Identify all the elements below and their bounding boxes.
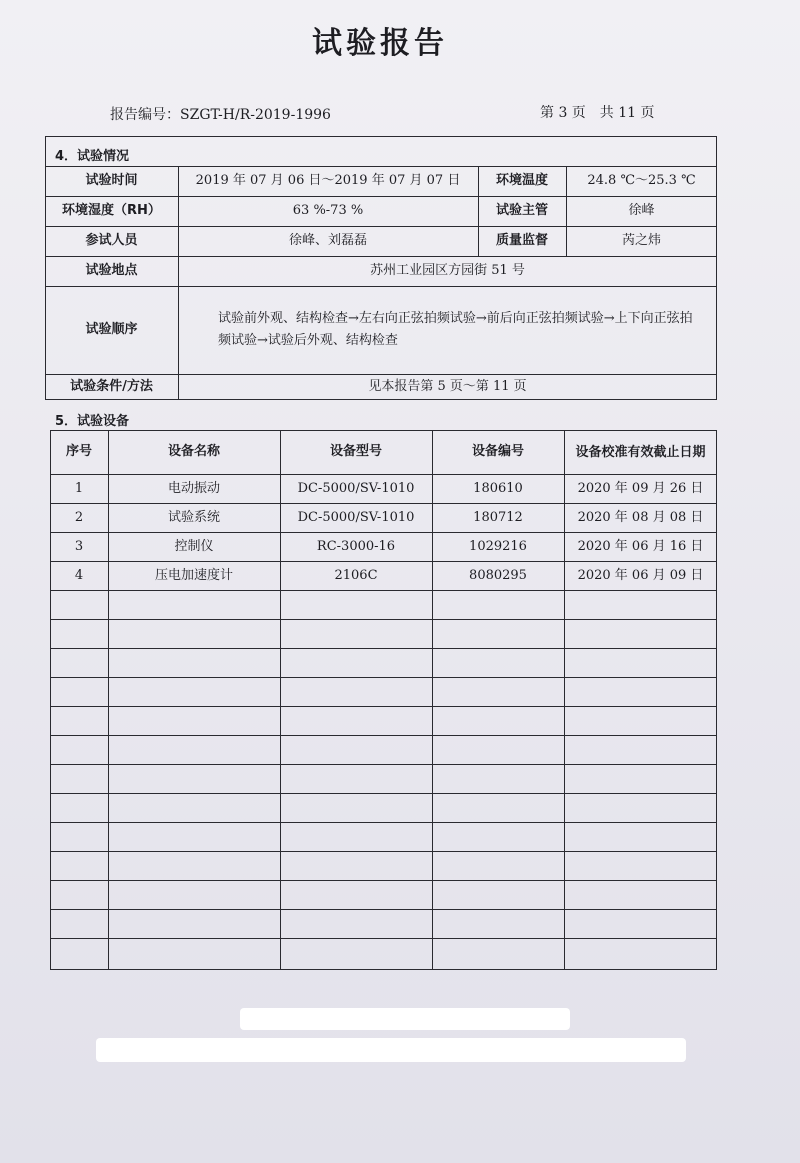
value-method: 见本报告第 5 页～第 11 页 — [368, 379, 527, 394]
table-row-4-date: 2020 年 06 月 09 日 — [577, 567, 704, 583]
table-row-1-id: 180610 — [473, 480, 523, 496]
table-row-2-name: 试验系统 — [167, 509, 220, 525]
label-method: 试验条件/方法 — [70, 379, 153, 394]
table-row-2-no: 2 — [74, 509, 84, 525]
table-row-1-model: DC-5000/SV-1010 — [297, 480, 415, 496]
redaction-bar-bottom — [96, 1038, 686, 1062]
col-header-cal-date: 设备校准有效截止日期 — [575, 444, 706, 460]
table-row-1-no: 1 — [74, 480, 84, 496]
value-env-temp: 24.8 ℃～25.3 ℃ — [587, 173, 696, 188]
col-header-name: 设备名称 — [167, 444, 220, 459]
section-5-heading: 5．试验设备 — [55, 414, 130, 429]
value-quality: 芮之炜 — [621, 233, 661, 248]
table-row-2-model: DC-5000/SV-1010 — [297, 509, 415, 525]
label-staff: 参试人员 — [85, 233, 138, 248]
value-test-time: 2019 年 07 月 06 日～2019 年 07 月 07 日 — [195, 173, 461, 188]
label-test-time: 试验时间 — [85, 173, 138, 188]
table-row-4-id: 8080295 — [469, 567, 527, 583]
col-header-id: 设备编号 — [471, 444, 524, 459]
table-row-4-no: 4 — [74, 567, 84, 583]
label-supervisor: 试验主管 — [495, 203, 548, 218]
table-row-1-name: 电动振动 — [167, 480, 220, 496]
col-header-model: 设备型号 — [329, 444, 382, 459]
col-header-no: 序号 — [65, 444, 92, 459]
table-row-1-date: 2020 年 09 月 26 日 — [577, 480, 704, 496]
label-place: 试验地点 — [85, 263, 138, 278]
table-row-2-id: 180712 — [473, 509, 523, 525]
label-humidity: 环境湿度（RH） — [62, 203, 161, 218]
table-row-3-model: RC-3000-16 — [316, 538, 396, 554]
table-row-2-date: 2020 年 08 月 08 日 — [577, 509, 704, 525]
value-sequence: 试验前外观、结构检查→左右向正弦拍频试验→前后向正弦拍频试验→上下向正弦拍频试验→试验后外观、结构检查 — [218, 311, 693, 348]
table-row-4-name: 压电加速度计 — [154, 567, 233, 583]
value-supervisor: 徐峰 — [628, 203, 655, 218]
table-row-3-no: 3 — [74, 538, 84, 554]
section-4-heading: 4．试验情况 — [55, 149, 130, 164]
label-quality: 质量监督 — [495, 233, 548, 248]
report-number: 报告编号：SZGT-H/R-2019-1996 — [110, 107, 331, 123]
value-staff: 徐峰、刘磊磊 — [288, 233, 367, 248]
table-row-3-date: 2020 年 06 月 16 日 — [577, 538, 704, 554]
table-row-3-id: 1029216 — [469, 538, 527, 554]
value-place: 苏州工业园区方园街 51 号 — [370, 263, 525, 278]
page-title: 试验报告 — [312, 26, 448, 61]
redaction-bar-top — [240, 1008, 570, 1030]
label-env-temp: 环境温度 — [495, 173, 548, 188]
table-row-4-model: 2106C — [334, 567, 378, 583]
table-row-3-name: 控制仪 — [174, 538, 214, 554]
label-sequence: 试验顺序 — [85, 322, 138, 337]
value-humidity: 63 %-73 % — [292, 203, 364, 218]
page-number: 第 3 页 共 11 页 — [540, 105, 655, 121]
